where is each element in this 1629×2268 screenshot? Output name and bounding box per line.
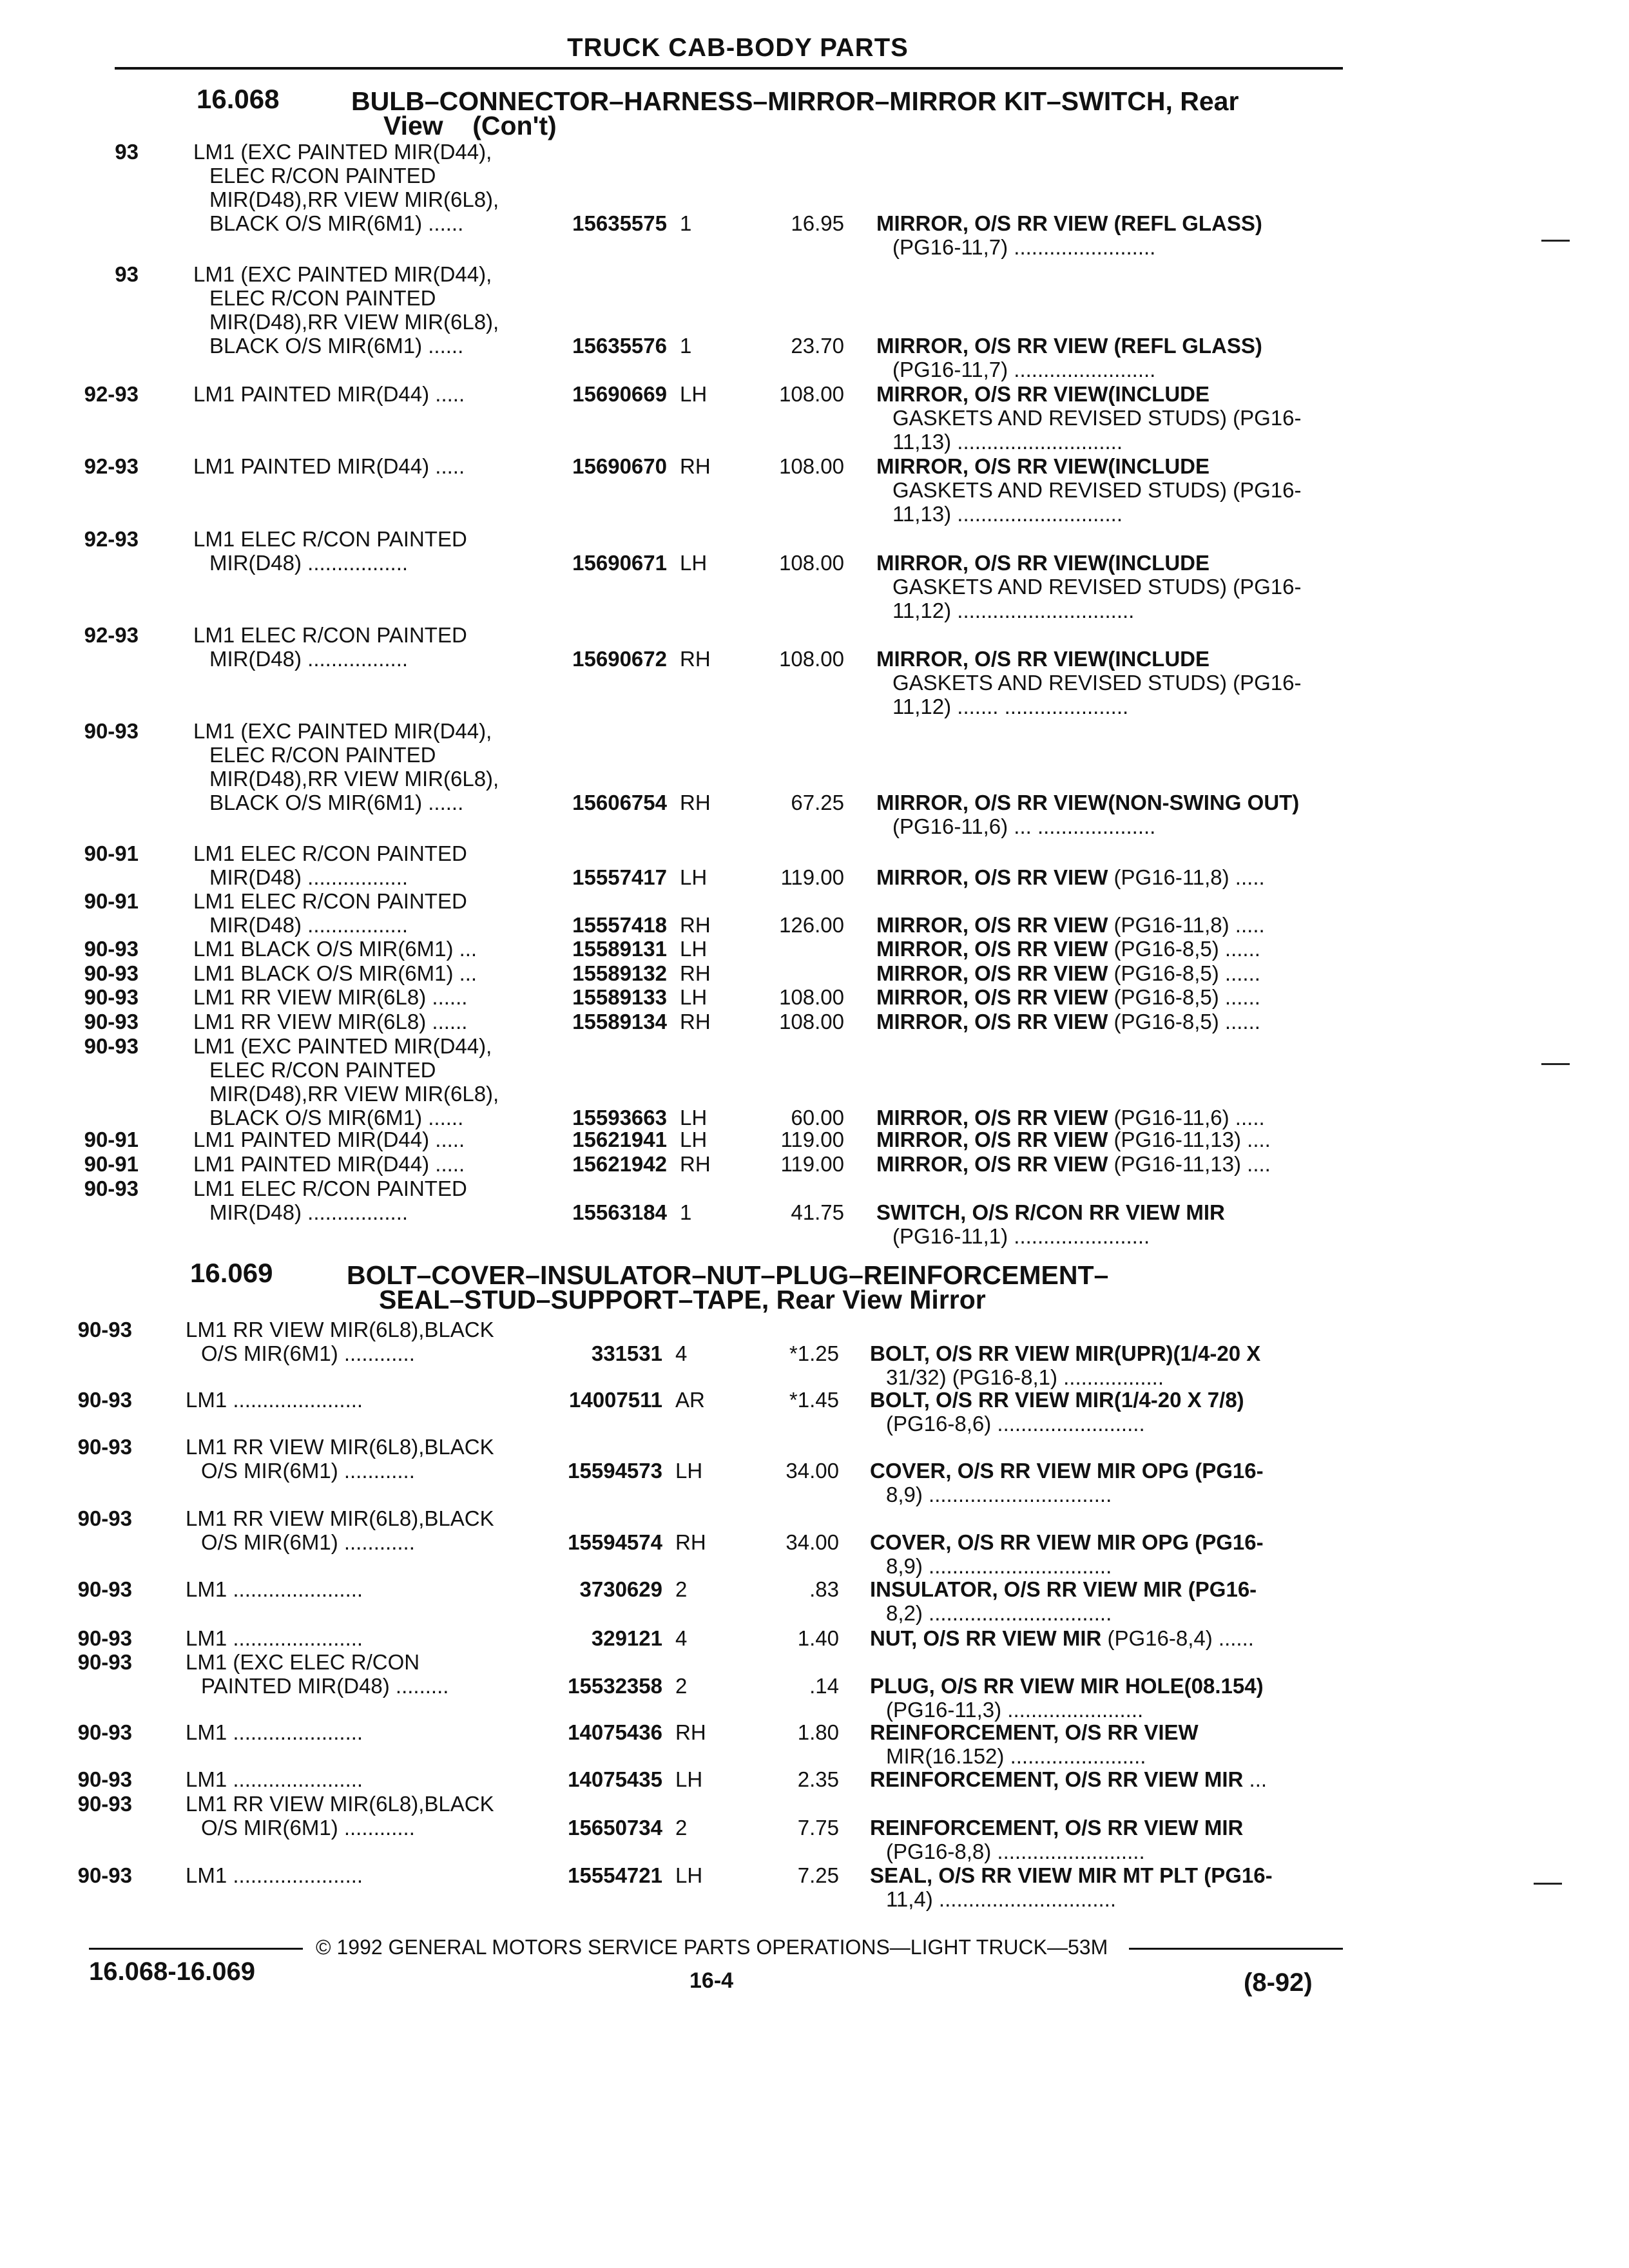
price: *1.45 bbox=[789, 1388, 839, 1412]
margin-mark bbox=[1541, 240, 1570, 242]
model-year: 90-93 bbox=[77, 1720, 132, 1744]
usage-description: BLACK O/S MIR(6M1) ...... bbox=[209, 791, 464, 814]
usage-description: O/S MIR(6M1) ............ bbox=[201, 1530, 415, 1554]
part-number: 329121 bbox=[591, 1626, 662, 1650]
part-note-continued: GASKETS AND REVISED STUDS) (PG16- bbox=[892, 575, 1302, 599]
part-note bbox=[876, 551, 1210, 575]
model-year: 90-93 bbox=[77, 1863, 132, 1887]
part-name: MIRROR, O/S RR VIEW (REFL GLASS) bbox=[876, 211, 1262, 235]
model-year: 93 bbox=[115, 140, 139, 164]
part-name: SWITCH, O/S R/CON RR VIEW MIR bbox=[876, 1200, 1225, 1224]
part-number: 15563184 bbox=[572, 1200, 667, 1224]
usage-description: MIR(D48) ................. bbox=[209, 1200, 409, 1224]
part-number: 15690669 bbox=[572, 382, 667, 406]
part-number: 15635575 bbox=[572, 211, 667, 235]
usage-description: LM1 ELEC R/CON PAINTED bbox=[193, 527, 467, 551]
part-name: COVER, O/S RR VIEW MIR OPG (PG16- bbox=[870, 1530, 1264, 1554]
margin-mark bbox=[1534, 1883, 1562, 1885]
usage-description: LM1 ELEC R/CON PAINTED bbox=[193, 623, 467, 647]
part-note bbox=[870, 1626, 1254, 1650]
usage-description: O/S MIR(6M1) ............ bbox=[201, 1341, 415, 1365]
price: 108.00 bbox=[779, 1010, 844, 1033]
model-year: 92-93 bbox=[84, 527, 139, 551]
usage-description: LM1 BLACK O/S MIR(6M1) ... bbox=[193, 961, 477, 985]
part-number: 15589132 bbox=[572, 961, 667, 985]
part-number: 331531 bbox=[591, 1341, 662, 1365]
usage-description: LM1 ELEC R/CON PAINTED bbox=[193, 889, 467, 913]
part-note bbox=[870, 1863, 1273, 1887]
part-number: 15594573 bbox=[568, 1459, 662, 1483]
part-note-continued: 11,4) .............................. bbox=[886, 1887, 1116, 1911]
part-note bbox=[870, 1816, 1243, 1840]
usage-description: MIR(D48) ................. bbox=[209, 647, 409, 671]
part-name: NUT, O/S RR VIEW MIR bbox=[870, 1626, 1102, 1650]
quantity: 2 bbox=[675, 1577, 688, 1601]
part-note bbox=[876, 913, 1265, 937]
part-note bbox=[876, 211, 1262, 235]
usage-description: LM1 RR VIEW MIR(6L8),BLACK bbox=[186, 1792, 494, 1816]
usage-description: LM1 ELEC R/CON PAINTED bbox=[193, 1177, 467, 1200]
model-year: 90-93 bbox=[84, 1010, 139, 1033]
model-year: 90-93 bbox=[84, 1034, 139, 1058]
part-number: 15690672 bbox=[572, 647, 667, 671]
part-reference: (PG16-8,5) ...... bbox=[1108, 937, 1260, 961]
part-note bbox=[876, 334, 1262, 358]
part-note-continued: GASKETS AND REVISED STUDS) (PG16- bbox=[892, 478, 1302, 502]
price: *1.25 bbox=[789, 1341, 839, 1365]
part-note-continued: 11,13) ............................ bbox=[892, 502, 1123, 526]
model-year: 90-93 bbox=[77, 1388, 132, 1412]
quantity: 2 bbox=[675, 1816, 688, 1840]
part-name: REINFORCEMENT, O/S RR VIEW MIR bbox=[870, 1767, 1244, 1791]
usage-description: MIR(D48),RR VIEW MIR(6L8), bbox=[209, 767, 499, 791]
footer-rule bbox=[1129, 1948, 1343, 1950]
model-year: 90-93 bbox=[84, 719, 139, 743]
quantity: LH bbox=[680, 382, 708, 406]
quantity: 1 bbox=[680, 334, 692, 358]
part-reference: (PG16-11,8) ..... bbox=[1108, 913, 1265, 937]
part-note-continued: 11,12) .............................. bbox=[892, 599, 1135, 622]
usage-description: O/S MIR(6M1) ............ bbox=[201, 1459, 415, 1483]
price: 1.80 bbox=[797, 1720, 839, 1744]
usage-description: LM1 RR VIEW MIR(6L8),BLACK bbox=[186, 1435, 494, 1459]
part-number: 15532358 bbox=[568, 1674, 662, 1698]
part-number: 15594574 bbox=[568, 1530, 662, 1554]
part-note-continued: (PG16-8,8) ......................... bbox=[886, 1840, 1145, 1863]
price: .83 bbox=[809, 1577, 839, 1601]
price: 60.00 bbox=[791, 1106, 844, 1129]
footer-date-code: (8-92) bbox=[1244, 1968, 1313, 1997]
quantity: LH bbox=[680, 551, 708, 575]
model-year: 90-93 bbox=[77, 1626, 132, 1650]
usage-description: LM1 RR VIEW MIR(6L8),BLACK bbox=[186, 1506, 494, 1530]
section-title: BOLT–COVER–INSULATOR–NUT–PLUG–REINFORCEMENT– bbox=[347, 1260, 1109, 1290]
part-note bbox=[876, 1200, 1225, 1224]
part-number: 15589133 bbox=[572, 985, 667, 1009]
part-name: REINFORCEMENT, O/S RR VIEW bbox=[870, 1720, 1199, 1744]
model-year: 90-91 bbox=[84, 889, 139, 913]
quantity: 4 bbox=[675, 1626, 688, 1650]
section-number: 16.069 bbox=[190, 1258, 273, 1288]
part-number: 15589134 bbox=[572, 1010, 667, 1033]
price: 108.00 bbox=[779, 551, 844, 575]
part-number: 15589131 bbox=[572, 937, 667, 961]
part-name: MIRROR, O/S RR VIEW(INCLUDE bbox=[876, 551, 1210, 575]
usage-description: LM1 ...................... bbox=[186, 1388, 363, 1412]
part-name: MIRROR, O/S RR VIEW bbox=[876, 937, 1108, 961]
usage-description: MIR(D48),RR VIEW MIR(6L8), bbox=[209, 1082, 499, 1106]
usage-description: LM1 ELEC R/CON PAINTED bbox=[193, 841, 467, 865]
part-number: 15557417 bbox=[572, 865, 667, 889]
header-rule bbox=[115, 67, 1343, 70]
model-year: 92-93 bbox=[84, 454, 139, 478]
part-number: 15690671 bbox=[572, 551, 667, 575]
part-note bbox=[876, 1128, 1271, 1151]
usage-description: MIR(D48),RR VIEW MIR(6L8), bbox=[209, 187, 499, 211]
price: 119.00 bbox=[780, 1152, 844, 1176]
part-reference: (PG16-8,5) ...... bbox=[1108, 1010, 1260, 1033]
price: 108.00 bbox=[779, 985, 844, 1009]
model-year: 93 bbox=[115, 262, 139, 286]
part-name: MIRROR, O/S RR VIEW bbox=[876, 1128, 1108, 1151]
usage-description: LM1 ...................... bbox=[186, 1626, 363, 1650]
part-number: 14007511 bbox=[568, 1388, 662, 1412]
quantity: LH bbox=[675, 1459, 703, 1483]
quantity: RH bbox=[680, 961, 711, 985]
part-note bbox=[870, 1459, 1264, 1483]
part-name: REINFORCEMENT, O/S RR VIEW MIR bbox=[870, 1816, 1244, 1840]
part-name: MIRROR, O/S RR VIEW bbox=[876, 1010, 1108, 1033]
part-name: INSULATOR, O/S RR VIEW MIR (PG16- bbox=[870, 1577, 1257, 1601]
part-number: 3730629 bbox=[579, 1577, 662, 1601]
part-number: 15650734 bbox=[568, 1816, 662, 1840]
part-number: 14075436 bbox=[568, 1720, 662, 1744]
usage-description: LM1 PAINTED MIR(D44) ..... bbox=[193, 454, 465, 478]
quantity: RH bbox=[680, 1152, 711, 1176]
usage-description: O/S MIR(6M1) ............ bbox=[201, 1816, 415, 1840]
quantity: LH bbox=[680, 1128, 708, 1151]
part-number: 15635576 bbox=[572, 334, 667, 358]
price: 108.00 bbox=[779, 454, 844, 478]
usage-description: PAINTED MIR(D48) ......... bbox=[201, 1674, 449, 1698]
usage-description: LM1 ...................... bbox=[186, 1720, 363, 1744]
part-name: MIRROR, O/S RR VIEW(NON-SWING OUT) bbox=[876, 791, 1300, 814]
usage-description: LM1 RR VIEW MIR(6L8) ...... bbox=[193, 1010, 468, 1033]
part-note bbox=[876, 1106, 1265, 1129]
part-note-continued: 8,2) ............................... bbox=[886, 1601, 1112, 1625]
part-note-continued: GASKETS AND REVISED STUDS) (PG16- bbox=[892, 671, 1302, 695]
model-year: 90-93 bbox=[84, 961, 139, 985]
price: 16.95 bbox=[791, 211, 844, 235]
price: 119.00 bbox=[780, 1128, 844, 1151]
quantity: LH bbox=[680, 1106, 708, 1129]
usage-description: ELEC R/CON PAINTED bbox=[209, 286, 436, 310]
quantity: 4 bbox=[675, 1341, 688, 1365]
part-name: MIRROR, O/S RR VIEW bbox=[876, 913, 1108, 937]
part-note-continued: (PG16-11,1) ....................... bbox=[892, 1224, 1150, 1248]
usage-description: ELEC R/CON PAINTED bbox=[209, 164, 436, 187]
model-year: 90-93 bbox=[77, 1435, 132, 1459]
usage-description: LM1 (EXC PAINTED MIR(D44), bbox=[193, 719, 492, 743]
part-reference: (PG16-8,4) ...... bbox=[1101, 1626, 1254, 1650]
model-year: 92-93 bbox=[84, 623, 139, 647]
price: 119.00 bbox=[780, 865, 844, 889]
part-name: SEAL, O/S RR VIEW MIR MT PLT (PG16- bbox=[870, 1863, 1273, 1887]
model-year: 92-93 bbox=[84, 382, 139, 406]
quantity: AR bbox=[675, 1388, 705, 1412]
part-note-continued: (PG16-11,7) ........................ bbox=[892, 358, 1156, 381]
part-note bbox=[870, 1388, 1244, 1412]
quantity: LH bbox=[675, 1863, 703, 1887]
model-year: 90-91 bbox=[84, 841, 139, 865]
model-year: 90-93 bbox=[77, 1577, 132, 1601]
usage-description: LM1 (EXC PAINTED MIR(D44), bbox=[193, 140, 492, 164]
usage-description: LM1 ...................... bbox=[186, 1577, 363, 1601]
model-year: 90-93 bbox=[77, 1506, 132, 1530]
model-year: 90-93 bbox=[84, 1177, 139, 1200]
usage-description: BLACK O/S MIR(6M1) ...... bbox=[209, 334, 464, 358]
usage-description: LM1 BLACK O/S MIR(6M1) ... bbox=[193, 937, 477, 961]
part-name: MIRROR, O/S RR VIEW bbox=[876, 1106, 1108, 1129]
part-note-continued: (PG16-11,3) ....................... bbox=[886, 1698, 1144, 1722]
price: 23.70 bbox=[791, 334, 844, 358]
usage-description: LM1 (EXC PAINTED MIR(D44), bbox=[193, 262, 492, 286]
part-number: 15554721 bbox=[568, 1863, 662, 1887]
model-year: 90-93 bbox=[84, 937, 139, 961]
price: 108.00 bbox=[779, 647, 844, 671]
model-year: 90-93 bbox=[77, 1650, 132, 1674]
part-name: MIRROR, O/S RR VIEW(INCLUDE bbox=[876, 454, 1210, 478]
price: 126.00 bbox=[779, 913, 844, 937]
part-number: 15690670 bbox=[572, 454, 667, 478]
price: 2.35 bbox=[797, 1767, 839, 1791]
part-reference: (PG16-11,6) ..... bbox=[1108, 1106, 1265, 1129]
usage-description: LM1 RR VIEW MIR(6L8),BLACK bbox=[186, 1318, 494, 1341]
part-note bbox=[870, 1341, 1260, 1365]
part-name: MIRROR, O/S RR VIEW bbox=[876, 985, 1108, 1009]
part-note bbox=[870, 1530, 1264, 1554]
part-name: BOLT, O/S RR VIEW MIR(1/4-20 X 7/8) bbox=[870, 1388, 1244, 1412]
part-note bbox=[876, 454, 1210, 478]
part-number: 15593663 bbox=[572, 1106, 667, 1129]
footer-rule bbox=[89, 1948, 303, 1950]
quantity: LH bbox=[680, 865, 708, 889]
usage-description: ELEC R/CON PAINTED bbox=[209, 1058, 436, 1082]
model-year: 90-93 bbox=[77, 1767, 132, 1791]
part-note-continued: 8,9) ............................... bbox=[886, 1483, 1112, 1506]
part-reference: (PG16-11,8) ..... bbox=[1108, 865, 1265, 889]
quantity: LH bbox=[680, 937, 708, 961]
price: .14 bbox=[809, 1674, 839, 1698]
footer-copyright: © 1992 GENERAL MOTORS SERVICE PARTS OPERATIONS—LIGHT TRUCK—53M bbox=[316, 1936, 1108, 1959]
part-note-continued: 11,12) ....... ..................... bbox=[892, 695, 1129, 718]
quantity: LH bbox=[680, 985, 708, 1009]
part-number: 15621942 bbox=[572, 1152, 667, 1176]
price: 67.25 bbox=[791, 791, 844, 814]
part-name: MIRROR, O/S RR VIEW(INCLUDE bbox=[876, 647, 1210, 671]
section-number: 16.068 bbox=[197, 84, 280, 114]
part-note bbox=[876, 937, 1260, 961]
usage-description: LM1 PAINTED MIR(D44) ..... bbox=[193, 382, 465, 406]
part-note bbox=[876, 1010, 1260, 1033]
part-name: PLUG, O/S RR VIEW MIR HOLE(08.154) bbox=[870, 1674, 1264, 1698]
section-title: View (Con't) bbox=[383, 111, 557, 140]
quantity: LH bbox=[675, 1767, 703, 1791]
part-name: MIRROR, O/S RR VIEW bbox=[876, 961, 1108, 985]
part-note-continued: (PG16-8,6) ......................... bbox=[886, 1412, 1145, 1436]
usage-description: LM1 RR VIEW MIR(6L8) ...... bbox=[193, 985, 468, 1009]
part-name: MIRROR, O/S RR VIEW bbox=[876, 1152, 1108, 1176]
quantity: RH bbox=[680, 1010, 711, 1033]
usage-description: ELEC R/CON PAINTED bbox=[209, 743, 436, 767]
price: 7.75 bbox=[797, 1816, 839, 1840]
usage-description: BLACK O/S MIR(6M1) ...... bbox=[209, 1106, 464, 1129]
part-note bbox=[870, 1767, 1267, 1791]
model-year: 90-91 bbox=[84, 1152, 139, 1176]
part-note bbox=[876, 382, 1210, 406]
part-name: COVER, O/S RR VIEW MIR OPG (PG16- bbox=[870, 1459, 1264, 1483]
part-number: 15621941 bbox=[572, 1128, 667, 1151]
part-name: MIRROR, O/S RR VIEW (REFL GLASS) bbox=[876, 334, 1262, 358]
price: 1.40 bbox=[797, 1626, 839, 1650]
model-year: 90-93 bbox=[77, 1792, 132, 1816]
usage-description: LM1 ...................... bbox=[186, 1863, 363, 1887]
part-note bbox=[876, 1152, 1271, 1176]
section-title: SEAL–STUD–SUPPORT–TAPE, Rear View Mirror bbox=[379, 1285, 986, 1314]
quantity: RH bbox=[680, 791, 711, 814]
usage-description: BLACK O/S MIR(6M1) ...... bbox=[209, 211, 464, 235]
usage-description: MIR(D48) ................. bbox=[209, 551, 409, 575]
part-note bbox=[876, 961, 1260, 985]
part-reference: (PG16-11,13) .... bbox=[1108, 1152, 1271, 1176]
usage-description: MIR(D48) ................. bbox=[209, 865, 409, 889]
quantity: RH bbox=[680, 454, 711, 478]
part-note-continued: MIR(16.152) ....................... bbox=[886, 1744, 1146, 1768]
usage-description: LM1 (EXC PAINTED MIR(D44), bbox=[193, 1034, 492, 1058]
part-number: 14075435 bbox=[568, 1767, 662, 1791]
quantity: 1 bbox=[680, 1200, 692, 1224]
section-title: BULB–CONNECTOR–HARNESS–MIRROR–MIRROR KIT–SWITCH, Rear bbox=[351, 86, 1239, 116]
price: 34.00 bbox=[786, 1530, 839, 1554]
usage-description: LM1 (EXC ELEC R/CON bbox=[186, 1650, 420, 1674]
part-note-continued: 11,13) ............................ bbox=[892, 430, 1123, 454]
quantity: 1 bbox=[680, 211, 692, 235]
model-year: 90-93 bbox=[77, 1318, 132, 1341]
part-reference: (PG16-11,13) .... bbox=[1108, 1128, 1271, 1151]
usage-description: MIR(D48),RR VIEW MIR(6L8), bbox=[209, 310, 499, 334]
part-note-continued: (PG16-11,7) ........................ bbox=[892, 235, 1156, 259]
part-reference: (PG16-8,5) ...... bbox=[1108, 985, 1260, 1009]
usage-description: LM1 ...................... bbox=[186, 1767, 363, 1791]
part-note bbox=[870, 1720, 1199, 1744]
part-note-continued: 31/32) (PG16-8,1) ................. bbox=[886, 1365, 1164, 1389]
usage-description: LM1 PAINTED MIR(D44) ..... bbox=[193, 1152, 465, 1176]
part-note-continued: (PG16-11,6) ... .................... bbox=[892, 814, 1156, 838]
part-number: 15557418 bbox=[572, 913, 667, 937]
part-note bbox=[876, 985, 1260, 1009]
model-year: 90-91 bbox=[84, 1128, 139, 1151]
part-note bbox=[870, 1577, 1257, 1601]
margin-mark bbox=[1541, 1063, 1570, 1065]
part-note bbox=[876, 647, 1210, 671]
part-name: BOLT, O/S RR VIEW MIR(UPR)(1/4-20 X bbox=[870, 1341, 1261, 1365]
model-year: 90-93 bbox=[84, 985, 139, 1009]
page-title: TRUCK CAB-BODY PARTS bbox=[567, 34, 909, 62]
part-number: 15606754 bbox=[572, 791, 667, 814]
part-note bbox=[870, 1674, 1264, 1698]
footer-section-range: 16.068-16.069 bbox=[89, 1957, 256, 1986]
part-name: MIRROR, O/S RR VIEW(INCLUDE bbox=[876, 382, 1210, 406]
quantity: RH bbox=[675, 1530, 706, 1554]
quantity: RH bbox=[680, 647, 711, 671]
quantity: 2 bbox=[675, 1674, 688, 1698]
price: 34.00 bbox=[786, 1459, 839, 1483]
part-note-continued: 8,9) ............................... bbox=[886, 1554, 1112, 1578]
part-name: MIRROR, O/S RR VIEW bbox=[876, 865, 1108, 889]
quantity: RH bbox=[675, 1720, 706, 1744]
footer-page-number: 16-4 bbox=[689, 1968, 734, 1993]
quantity: RH bbox=[680, 913, 711, 937]
part-reference: (PG16-8,5) ...... bbox=[1108, 961, 1260, 985]
usage-description: LM1 PAINTED MIR(D44) ..... bbox=[193, 1128, 465, 1151]
usage-description: MIR(D48) ................. bbox=[209, 913, 409, 937]
part-reference: ... bbox=[1243, 1767, 1268, 1791]
part-note-continued: GASKETS AND REVISED STUDS) (PG16- bbox=[892, 406, 1302, 430]
price: 41.75 bbox=[791, 1200, 844, 1224]
price: 7.25 bbox=[797, 1863, 839, 1887]
price: 108.00 bbox=[779, 382, 844, 406]
part-note bbox=[876, 865, 1265, 889]
part-note bbox=[876, 791, 1299, 814]
